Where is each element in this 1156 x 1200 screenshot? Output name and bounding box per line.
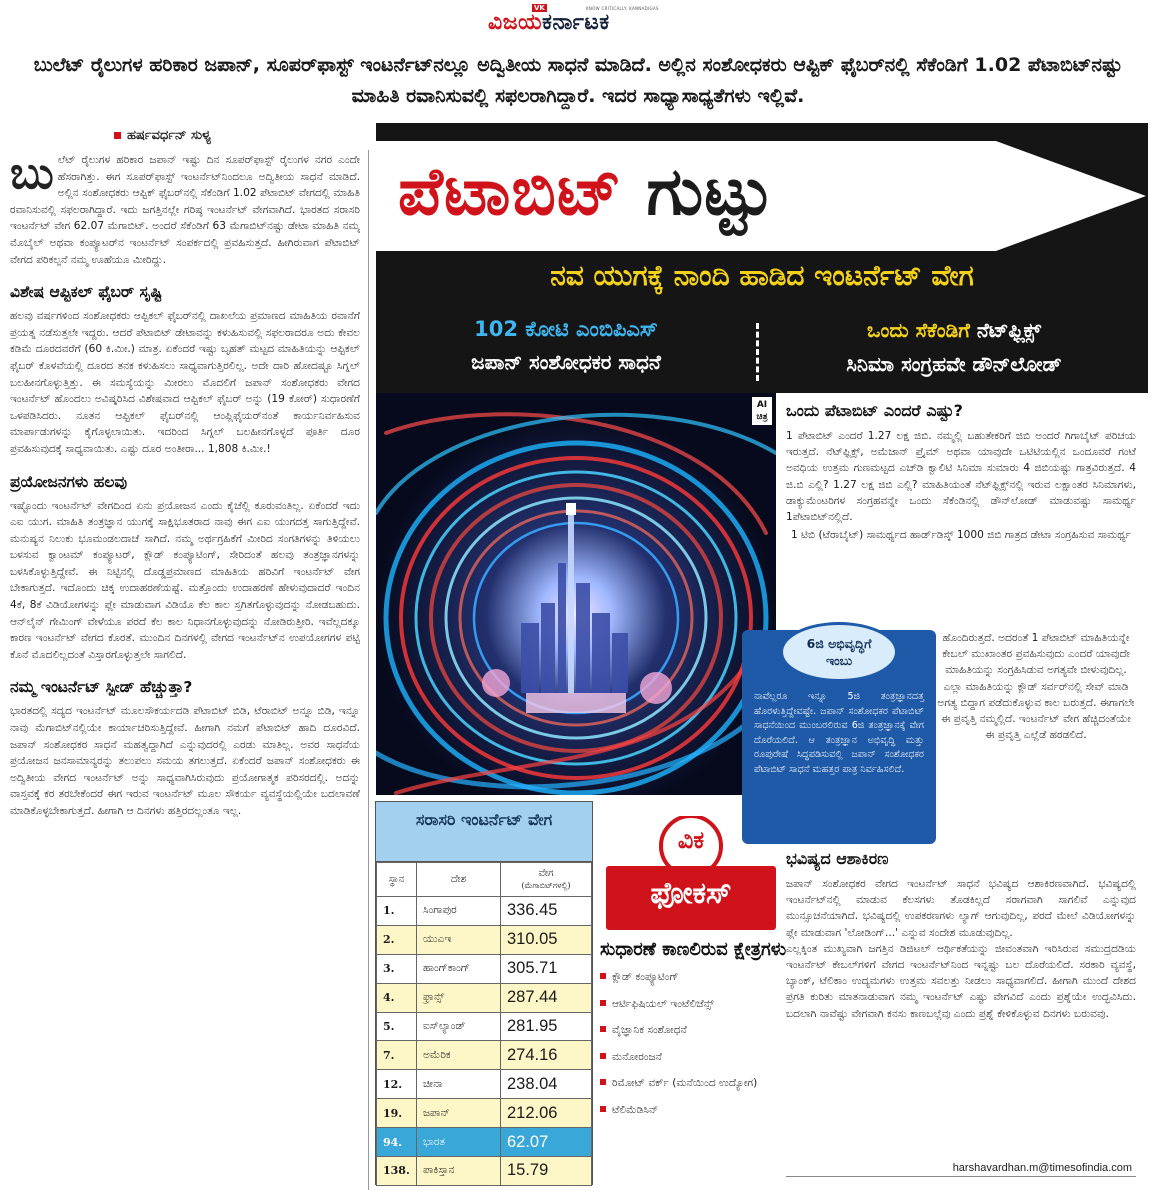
table-cell-rank: 5. <box>377 1012 417 1041</box>
petabit-definition-heading: ಒಂದು ಪೆಟಾಬಿಟ್ ಎಂದರೆ ಎಷ್ಟು? <box>786 401 963 420</box>
table-cell-country: ಜಪಾನ್ <box>417 1099 501 1128</box>
bullet-icon <box>114 132 121 139</box>
stat-left-value: 102 ಕೋಟಿ ಎಂಬಿಪಿಎಸ್ <box>474 317 658 341</box>
list-item: ಕ್ಲೌಡ್ ಕಂಪ್ಯೂಟಿಂಗ್ <box>600 970 790 984</box>
table-cell-country: ಯುಎಇ <box>417 925 501 954</box>
table-row <box>377 1070 592 1099</box>
improvement-areas-list <box>600 970 790 1117</box>
table-cell-speed: 310.05 <box>501 925 592 954</box>
list-item: ಆರ್ಟಿಫಿಷಿಯಲ್ ಇಂಟೆಲಿಜೆನ್ಸ್ <box>600 997 790 1011</box>
col-country-header: ದೇಶ <box>417 863 501 897</box>
headline-title-dark: ಗುಟ್ಟು <box>646 153 774 230</box>
6g-infobox-heading: 6ಜಿ ಅಭಿವೃದ್ಧಿಗೆ ಇಂಬು <box>780 622 898 682</box>
table-row <box>377 983 592 1012</box>
stat-right-line2: ಸಿನಿಮಾ ಸಂಗ್ರಹವೇ ಡೌನ್‌ಲೋಡ್ <box>846 352 1062 376</box>
table-cell-rank: 7. <box>377 1041 417 1070</box>
petabit-definition-para: 1 ಪೆಟಾಬಿಟ್ ಎಂದರೆ 1.27 ಲಕ್ಷ ಜಿಬಿ. ನಮ್ಮಲ್ಲಿ ಬಹುತೇಕರಿಗೆ ಜಿಬಿ ಅಂದರೆ ಗಿಗಾಬೈಟ್ ಪರಿಚಯ ಇರುತ್ತದೆ. ನೆಟ್‌ಫ್ಲಿಕ್ಸ್, ಅಮೆಜಾನ್ ಪ್ರೈಮ್ ಅಥವಾ ಯಾವುದೇ ಒಟಿಟಿಯಲ್ಲಿನ ಒಂದೂವರೆ ಗಂಟೆ ಅವಧಿಯ ಉತ್ತಮ ಗುಣಮಟ್ಟದ ಎಚ್‌ಡಿ ಕ್ವಾಲಿಟಿ ಸಿನಿಮಾ ಸುಮಾರು 4 ಜಿಬಿಯಷ್ಟು ಗಾತ್ರವಿರುತ್ತದೆ. 4 ಜಿ.ಬಿ ಎಲ್ಲಿ? 1.27 ಲಕ್ಷ ಜಿಬಿ ಎಲ್ಲಿ? ಮಾಹಿತಿಯಂತೆ ನೆಟ್‌ಫ್ಲಿಕ್ಸ್‌ನಲ್ಲಿ ಇರುವ ಲಕ್ಷಾಂತರ ಸಿನಿಮಾಗಳು, ಡಾಕ್ಯುಮೆಂಟರಿಗಳ ಸಂಗ್ರಹವನ್ನೇ ಒಂದು ಸೆಕೆಂಡಿನಲ್ಲಿ ಡೌನ್‌ಲೋಡ್ ಮಾಡುವಷ್ಟು ಸಾಮರ್ಥ್ಯ 1ಪೆಟಾಬಿಟ್‌ನಲ್ಲಿದೆ. <box>786 430 1136 524</box>
table-cell-rank: 138. <box>377 1157 417 1186</box>
speed-table-grid <box>376 862 592 1186</box>
stat-divider <box>756 323 759 381</box>
subheading-benefits: ಪ್ರಯೋಜನಗಳು ಹಲವು <box>10 472 127 491</box>
table-cell-rank: 12. <box>377 1070 417 1099</box>
stat-right <box>760 313 1148 381</box>
table-row <box>377 1012 592 1041</box>
byline <box>114 128 211 143</box>
table-cell-country: ಸಿಂಗಾಪುರ <box>417 897 501 926</box>
col-speed-header: ವೇಗ (ಮೆಗಾಬಿಟ್‌ಗಳಲ್ಲಿ) <box>501 863 592 897</box>
list-item: ವೈಜ್ಞಾನಿಕ ಸಂಶೋಧನೆ <box>600 1023 790 1037</box>
future-heading: ಭವಿಷ್ಯದ ಆಶಾಕಿರಣ <box>786 849 889 868</box>
subheading-optical-fiber: ವಿಶೇಷ ಆಪ್ಟಿಕಲ್ ಫೈಬರ್ ಸೃಷ್ಟಿ <box>10 283 163 302</box>
masthead <box>0 0 1156 48</box>
improvement-areas <box>600 938 790 1186</box>
footer-rule <box>786 1176 1136 1177</box>
headline-panel <box>376 123 1148 393</box>
table-cell-speed: 238.04 <box>501 1070 592 1099</box>
table-row <box>377 954 592 983</box>
ai-image-badge: AI ಚಿತ್ರ <box>752 397 772 425</box>
table-row <box>377 1099 592 1128</box>
vk-focus-badge-line1: ವಿಕ <box>677 826 705 854</box>
list-item: ರಿಮೋಟ್ ವರ್ಕ್ (ಮನೆಯಿಂದ ಉದ್ಯೋಗ) <box>600 1076 790 1090</box>
vortex-graphic <box>376 393 776 795</box>
table-row <box>377 1157 592 1186</box>
future-para-2: ಎಲ್ಲಕ್ಕಿಂತ ಮುಖ್ಯವಾಗಿ ಜಗತ್ತಿನ ಡಿಜಿಟಲ್ ಆರ್ಥಿಕತೆಯನ್ನು ಜೀವಂತವಾಗಿ ಇರಿಸಿರುವ ಸಮುದ್ರದಡಿಯ ಇಂಟರ್ನೆಟ್ ಕೇಬಲ್‌ಗಳಿಗೆ ವೇಗದ ಇಂಟರ್ನೆಟ್‌ನಿಂದ ಇನ್ನಷ್ಟು ಬಲ ದೊರೆಯಲಿದೆ. ಸರಕಾರಿ ವ್ಯವಸ್ಥೆ, ಬ್ಯಾಂಕ್, ಟೆಲಿಕಾಂ ಉದ್ಯಮಗಳು ಉತ್ತಮ ಸವಲತ್ತು ನೀಡಲು ಸಾಧ್ಯವಾಗಲಿದೆ. ಹೀಗಾಗಿ ಮುಂದೆ ದೇಶದ ಪ್ರಗತಿ ಕುರಿತು ಮಾತನಾಡುವಾಗ ನಮ್ಮ ಇಂಟರ್ನೆಟ್ ಎಷ್ಟು ವೇಗವಿದೆ ಎಂದು ಪ್ರಶ್ನೆಯೇ ಉದ್ಭವಿಸಿದು. ಬದಲಾಗಿ ನಾವೆಷ್ಟು ವೇಗವಾಗಿ ಕನಸು ಕಾಣಬಲ್ಲೆವು ಎಂದು ಪ್ರಶ್ನೆ ಕೇಳಿಕೊಳ್ಳುವ ದಿನಗಳು ಬರುವವು. <box>786 942 1136 1020</box>
table-cell-rank: 3. <box>377 954 417 983</box>
table-cell-country: ಚೀನಾ <box>417 1070 501 1099</box>
table-cell-speed: 305.71 <box>501 954 592 983</box>
stat-left-caption: ಜಪಾನ್ ಸಂಶೋಧಕರ ಸಾಧನೆ <box>471 350 661 374</box>
average-speed-table <box>375 801 593 1185</box>
vk-badge: VK <box>534 4 545 12</box>
headline-title-red: ಪೆಟಾಬಿಟ್ <box>398 153 623 230</box>
improvement-areas-heading: ಸುಧಾರಣೆ ಕಾಣಲಿರುವ ಕ್ಷೇತ್ರಗಳು <box>600 939 787 960</box>
author-name: ಹರ್ಷವರ್ಧನ್ ಸುಳ್ಯ <box>127 128 211 143</box>
table-cell-country: ಅಮೆರಿಕ <box>417 1041 501 1070</box>
article-para-2: ಹಲವು ವರ್ಷಗಳಿಂದ ಸಂಶೋಧಕರು ಆಪ್ಟಿಕಲ್ ಫೈಬರ್‌ನಲ್ಲಿ ದಾಖಲೆಯ ಪ್ರಮಾಣದ ಮಾಹಿತಿಯ ರವಾನೆಗೆ ಪ್ರಯತ್ನ ನಡೆಸುತ್ತಲೇ ಇದ್ದರು. ಆದರೆ ಪೆಟಾಬಿಟ್ ಡೇಟಾವನ್ನು ಕಳುಹಿಸುವಲ್ಲಿ ಸಫಲರಾದರೂ ಅದು ಕೇವಲ ಕಡಿಮೆ ದೂರದವರೆಗೆ (60 ಕಿ.ಮೀ.) ಮಾತ್ರ. ಏಕೆಂದರೆ ಇಷ್ಟು ಬೃಹತ್ ಮಟ್ಟದ ಮಾಹಿತಿಯನ್ನು ಆಪ್ಟಿಕಲ್ ಫೈಬರ್ ಕೊಳವೆಯಲ್ಲಿ ದೂರದ ತನಕ ಕಳುಹಿಸಲು ಸಾಧ್ಯವಾಗುತ್ತಿರಲಿಲ್ಲ. ಅದೇ ದಾರಿ ಹೋದಷ್ಟೂ ಸಿಗ್ನಲ್ ಬಲಹೀನಗೊಳ್ಳುತ್ತಿತ್ತು. ಈ ಸಮಸ್ಯೆಯನ್ನು ಮೀರಲು ಮೊದಲಿಗೆ ಜಪಾನ್ ಸಂಶೋಧಕರು ವೇಗದ ಇಂಟರ್ನೆಟ್ ಹೊಂದಲು ಅವಿಷ್ಕರಿಸಿದ ವಿಶೇಷವಾದ ಆಪ್ಟಿಕಲ್ ಫೈಬರ್ ಅನ್ನು (19 ಕೋರ್) ಸುಧಾರಣೆಗೆ ಒಳಪಡಿಸಿದರು. ನೂತನ ಆಪ್ಟಿಕಲ್ ಫೈಬರ್‌ನಲ್ಲಿ ಆಂಪ್ಲಿಫೈಯರ್‌ನಂತೆ ಕಾರ್ಯನಿರ್ವಹಿಸುವ ಮಾರ್ಪಾಡುಗಳನ್ನು ಕೈಗೊಳ್ಳಲಾಯಿತು. ಇದರಿಂದ ಸಿಗ್ನಲ್ ಬಲಹೀನಗೊಳ್ಳದೆ ಪೂರ್ತಿ ದೂರ ಪ್ರವಹಿಸುವುದಕ್ಕೆ ಸಾಧ್ಯವಾಯಿತು. ಎಷ್ಟು ದೂರ ಅಂತೀರಾ... 1,808 ಕಿ.ಮೀ.! <box>10 310 360 455</box>
table-row <box>377 897 592 926</box>
article-para-1: ಬುಲೆಟ್ ರೈಲುಗಳ ಹರಿಕಾರ ಜಪಾನ್ ಇಷ್ಟು ದಿನ ಸೂಪರ್‌ಫಾಸ್ಟ್ ರೈಲುಗಳ ನಗರ ಎಂದೇ ಹೆಸರಾಗಿತ್ತು. ಈಗ ಸೂಪರ್‌ಫಾಸ್ಟ್ ಇಂಟರ್ನೆಟ್‌ನಿಂದಲೂ ಅದ್ವಿತೀಯ ಸಾಧನೆ ಮಾಡಿದೆ. ಅಲ್ಲಿನ ಸಂಶೋಧಕರು ಆಪ್ಟಿಕ್ ಫೈಬರ್‌ನಲ್ಲಿ ಸೆಕೆಂಡಿಗೆ 1.02 ಪೆಟಾಬಿಟ್ ವೇಗದಲ್ಲಿ ಮಾಹಿತಿ ರವಾನಿಸುವಲ್ಲಿ ಸಫಲರಾಗಿದ್ದಾರೆ. ಇದು ಜಗತ್ತಿನಲ್ಲೇ ಗರಿಷ್ಠ ಇಂಟರ್ನೆಟ್ ವೇಗವಾಗಿದೆ. ಭಾರತದ ಸರಾಸರಿ ಇಂಟರ್ನೆಟ್ ವೇಗ 62.07 ಮೆಗಾಬಿಟ್. ಅಂದರೆ ಸೆಕೆಂಡಿಗೆ 63 ಮೆಗಾಬಿಟ್‌ನಷ್ಟು ಡೇಟಾ ಮಾಹಿತಿ ನಮ್ಮ ಮೊಬೈಲ್ ಅಥವಾ ಕಂಪ್ಯೂಟರ್‌ನ ಇಂಟರ್ನೆಟ್ ಸಂಪರ್ಕದಲ್ಲಿ ಪ್ರವಹಿಸುತ್ತದೆ. ಹೀಗಿರುವಾಗ ಪೆಟಾಬಿಟ್ ವೇಗದ ಪರಿಕಲ್ಪನೆ ನಮ್ಮ ಊಹೆಯೂ ಮೀರಿದ್ದು. <box>10 152 360 266</box>
table-cell-rank: 1. <box>377 897 417 926</box>
vk-focus-badge <box>602 816 780 936</box>
right-column-narrow: ಹೊಂದಿರುತ್ತದೆ. ಅದರಂತೆ 1 ಪೆಟಾಬಿಟ್ ಮಾಹಿತಿಯನ್ನೇ ಕೇಬಲ್ ಮುಖಾಂತರ ಪ್ರವಹಿಸುವುದು ಎಂದರೆ ಯಾವುದೇ ಮಾಹಿತಿಯನ್ನು ಸಂಗ್ರಹಿಸಿಡುವ ಅಗತ್ಯವೇ ಬೀಳುವುದಿಲ್ಲ. ಎಲ್ಲಾ ಮಾಹಿತಿಯನ್ನು ಕ್ಲೌಡ್ ಸರ್ವರ್‌ನಲ್ಲಿ ಸೇವ್ ಮಾಡಿ ಅಗತ್ಯ ಬಿದ್ದಾಗ ಪಡೆದುಕೊಳ್ಳುವ ಕಾಲ ಬರುತ್ತದೆ. ಈಗಾಗಲೇ ಈ ಪ್ರವೃತ್ತಿ ನಮ್ಮಲ್ಲಿದೆ. ಇಂಟರ್ನೆಟ್ ವೇಗ ಹೆಚ್ಚಿದಂತೆಯೇ ಈ ಪ್ರವೃತ್ತಿ ಎಲ್ಲೆಡೆ ಹರಡಲಿದೆ. <box>937 632 1135 742</box>
table-cell-country: ಭಾರತ <box>417 1128 501 1157</box>
list-item: ಮನೋರಂಜನೆ <box>600 1050 790 1064</box>
table-cell-country: ಐಸ್‌ಲ್ಯಾಂಡ್ <box>417 1012 501 1041</box>
table-cell-rank: 2. <box>377 925 417 954</box>
intro-summary: ಬುಲೆಟ್ ರೈಲುಗಳ ಹರಿಕಾರ ಜಪಾನ್, ಸೂಪರ್‌ಫಾಸ್ಟ್ ಇಂಟರ್ನೆಟ್‌ನಲ್ಲೂ ಅದ್ವಿತೀಯ ಸಾಧನೆ ಮಾಡಿದೆ. ಅಲ್ಲಿನ ಸಂಶೋಧಕರು ಆಪ್ಟಿಕ್ ಫೈಬರ್‌ನಲ್ಲಿ ಸೆಕೆಂಡಿಗೆ 1.02 ಪೆಟಾಬಿಟ್‌ನಷ್ಟು ಮಾಹಿತಿ ರವಾನಿಸುವಲ್ಲಿ ಸಫಲರಾಗಿದ್ದಾರೆ. ಇದರ ಸಾಧ್ಯಾಸಾಧ್ಯತೆಗಳು ಇಲ್ಲಿವೆ. <box>33 54 1123 107</box>
table-cell-speed: 274.16 <box>501 1041 592 1070</box>
list-item: ಟೆಲಿಮೆಡಿಸಿನ್ <box>600 1103 790 1117</box>
terabyte-para: 1 ಟಿಬಿ (ಟೆರಾಬೈಟ್) ಸಾಮರ್ಥ್ಯದ ಹಾರ್ಡ್‌ಡಿಸ್ಕ್ 1000 ಜಿಬಿ ಗಾತ್ರದ ಡೇಟಾ ಸಂಗ್ರಹಿಸುವ ಸಾಮರ್ಥ್ಯ <box>790 529 1132 542</box>
table-cell-speed: 15.79 <box>501 1157 592 1186</box>
left-column <box>10 152 360 1187</box>
table-cell-country: ಫ್ರಾನ್ಸ್ <box>417 983 501 1012</box>
table-cell-speed: 212.06 <box>501 1099 592 1128</box>
article-para-3: ಇಷ್ಟೊಂದು ಇಂಟರ್ನೆಟ್ ವೇಗದಿಂದ ಏನು ಪ್ರಯೋಜನ ಎಂದು ಕೈಚೆಲ್ಲಿ ಕೂರುವಂತಿಲ್ಲ. ಏಕೆಂದರೆ ಇದು ಎಐ ಯುಗ. ಮಾಹಿತಿ ತಂತ್ರಜ್ಞಾನ ಯುಗಕ್ಕೆ ಸಾಕ್ಷಿಭೂತರಾದ ನಾವು ಈಗ ಎಐ ಯುಗದತ್ತ ಸಾಗುತ್ತಿದ್ದೇವೆ. ಮನುಷ್ಯನ ನಿಲುಕು ಭೂಮಂಡಲದಾಚೆ ಸಾಗಿದೆ. ನಮ್ಮ ಅರ್ಥಗ್ರಹಿಕೆಗೆ ಮೀರಿದ ಸಂಗತಿಗಳನ್ನು ತಿಳಿಯಲು ಬಳಸುವ ಕ್ವಾಂಟಮ್ ಕಂಪ್ಯೂಟರ್, ಕ್ಲೌಡ್ ಕಂಪ್ಯೂಟಿಂಗ್, ಸೇರಿದಂತೆ ಹಲವು ತಂತ್ರಜ್ಞಾನಗಳನ್ನು ಬಳಸಿಕೊಳ್ಳುತ್ತಿದ್ದೇವೆ. ಈ ನಿಟ್ಟಿನಲ್ಲಿ ದೊಡ್ಡಪ್ರಮಾಣದ ಮಾಹಿತಿಯ ಹರಿವಿಗೆ ಇಂಟರ್ನೆಟ್ ವೇಗ ಬೇಕಾಗುತ್ತದೆ. ಇದೊಂದು ಚಿಕ್ಕ ಉದಾಹರಣೆಯಷ್ಟೆ. ಮತ್ತೊಂದು ಉದಾಹರಣೆ ಹೇಳುವುದಾದರೆ ಇಂದಿನ 4ಕೆ, 8ಕೆ ವಿಡಿಯೋಗಳನ್ನು ಪ್ಲೇ ಮಾಡುವಾಗ ವಿಡಿಯೊ ಕೆಲ ಕಾಲ ಸ್ತಗಿತಗೊಳ್ಳುವುದನ್ನು ನೋಡಬಹುದು. ಆನ್‌ಲೈನ್ ಗೇಮಿಂಗ್ ವೇಳೆಯೂ ಪರದೆ ಕೆಲ ಕಾಲ ನಿಧಾನಗೊಳ್ಳುವುದನ್ನು ನೋಡಿರುತ್ತೀರಿ. ಇವೆಲ್ಲದಕ್ಕೂ ಕಾರಣ ಇಂಟರ್ನೆಟ್ ವೇಗದ ಕೊರತೆ. ಮುಂದಿನ ದಿನಗಳಲ್ಲಿ ವೇಗದ ಇಂಟರ್ನೆಟ್‌ನ ಉಪಯೋಗಗಳ ಪಟ್ಟಿ ಕೊನೆ ಮೊದಲಿಲ್ಲದಂತೆ ವಿಸ್ತಾರಗೊಳ್ಳುತ್ತಲೇ ಸಾಗಲಿದೆ. <box>10 499 360 661</box>
table-cell-speed: 62.07 <box>501 1128 592 1157</box>
newspaper-logo: ವಿಜಯಕರ್ನಾಟಕ <box>488 10 610 35</box>
headline-title <box>398 147 774 237</box>
table-cell-country: ಪಾಕಿಸ್ತಾನ <box>417 1157 501 1186</box>
dropcap: ಬು <box>10 152 54 199</box>
subheading-our-speed: ನಮ್ಮ ಇಂಟರ್ನೆಟ್ ಸ್ಪೀಡ್ ಹೆಚ್ಚುತ್ತಾ? <box>10 678 193 697</box>
table-cell-speed: 287.44 <box>501 983 592 1012</box>
table-cell-country: ಹಾಂಗ್‌ಕಾಂಗ್ <box>417 954 501 983</box>
table-row <box>377 925 592 954</box>
stat-right-line1: ಒಂದು ಸೆಕೆಂಡಿಗೆ ನೆಟ್‌ಫ್ಲಿಕ್ಸ್ <box>867 318 1041 342</box>
headline-banner-tip <box>996 141 1146 251</box>
table-cell-speed: 336.45 <box>501 897 592 926</box>
stat-left <box>376 313 756 379</box>
vk-focus-badge-line2: ಫೋಕಸ್ <box>650 876 732 911</box>
table-cell-speed: 281.95 <box>501 1012 592 1041</box>
masthead-tagline: KNOW CRITICALLY. KANNADIGAS <box>586 6 659 11</box>
table-cell-rank: 94. <box>377 1128 417 1157</box>
headline-subtitle: ನವ ಯುಗಕ್ಕೆ ನಾಂದಿ ಹಾಡಿದ ಇಂಟರ್ನೆಟ್ ವೇಗ <box>550 259 974 292</box>
table-cell-rank: 19. <box>377 1099 417 1128</box>
6g-infobox-text: ನಾವೆಲ್ಲರೂ ಇನ್ನೂ 5ಜಿ ತಂತ್ರಜ್ಞಾನದತ್ತ ಹೊರಳುತ್ತಿದ್ದೇವಷ್ಟೇ. ಜಪಾನ್ ಸಂಶೋಧಕರ ಪೆಟಾಬಿಟ್ ಸಾಧನೆಯಿಂದ ಮುಂಬರಲಿರುವ 6ಜಿ ತಂತ್ರಜ್ಞಾನಕ್ಕೆ ವೇಗ ದೊರೆಯಲಿದೆ. ಆ ತಂತ್ರಜ್ಞಾನ ಅಭಿವೃದ್ಧಿ ಮತ್ತು ರೂಪುರೇಷೆ ಸಿದ್ಧಪಡಿಸುವಲ್ಲಿ ಜಪಾನ್ ಸಂಶೋಧಕರ ಪೆಟಾಬಿಟ್ ಸಾಧನೆ ಮಹತ್ತರ ಪಾತ್ರ ನಿರ್ವಹಿಸಲಿದೆ. <box>754 691 924 775</box>
speed-table-title: ಸರಾಸರಿ ಇಂಟರ್ನೆಟ್ ವೇಗ <box>376 802 592 862</box>
article-para-4: ಭಾರತದಲ್ಲಿ ಸದ್ಯದ ಇಂಟರ್ನೆಟ್ ಮೂಲಸೌಕರ್ಯದಡಿ ಪೆಟಾಬಿಟ್ ಬಿಡಿ, ಟೆರಾಬಿಟ್ ಅನ್ನೂ ಬಿಡಿ, ಇನ್ನೂ ನಾವು ಮೆಗಾಬಿಟ್‌ನಲ್ಲಿಯೇ ಕಾರ್ಯಾಚರಿಸುತ್ತಿದ್ದೇವೆ. ಹೀಗಾಗಿ ನಮಗೆ ಪೆಟಾಬಿಟ್ ಹಾದಿ ದೂರವಿದೆ. ಜಪಾನ್ ಸಂಶೋಧಕರ ಸಾಧನೆ ಮಹತ್ವದ್ದಾಗಿದೆ ಎನ್ನುವುದರಲ್ಲಿ ಎರಡು ಮಾತಿಲ್ಲ. ಅವರ ಸಾಧನೆಯ ಪ್ರಯೋಜನ ಜನಸಾಮಾನ್ಯರನ್ನು ತಲುಪಲು ಸಮಯ ತಗಲುತ್ತದೆ. ಏಕೆಂದರೆ ಜಪಾನ್ ಸಂಶೋಧಕರು ಈ ಅದ್ವಿತೀಯ ವೇಗದ ಇಂಟರ್ನೆಟ್ ಅನ್ನು ಸಾಧ್ಯವಾಗಿಸಿರುವುದು ಪ್ರಯೋಗಾತ್ಮಕ ಪರಿಸರದಲ್ಲಿ. ಅದನ್ನು ವಾಸ್ತವಕ್ಕೆ ಕರ ತರಬೇಕೆಂದರೆ ಈಗ ಇರುವ ಇಂಟರ್ನೆಟ್ ಮೂಲ ಸೌಕರ್ಯ ವ್ಯವಸ್ಥೆಯಲ್ಲಿಯೇ ಬದಲಾವಣೆ ಮಾಡಿಕೊಳ್ಳಬೇಕಾಗುತ್ತದೆ. ಹೀಗಾಗಿ ಆ ದಿನಗಳು ಹತ್ತಿರದಲ್ಲಂತೂ ಇಲ್ಲ. <box>10 705 360 817</box>
author-email: harshavardhan.m@timesofindia.com <box>952 1162 1132 1174</box>
fiber-vortex-illustration <box>376 393 776 795</box>
column-divider <box>368 150 369 1190</box>
future-section <box>786 848 1136 1163</box>
table-cell-rank: 4. <box>377 983 417 1012</box>
future-para-1: ಜಪಾನ್ ಸಂಶೋಧಕರ ವೇಗದ ಇಂಟರ್ನೆಟ್ ಸಾಧನೆ ಭವಿಷ್ಯದ ಆಶಾಕಿರಣವಾಗಿದೆ. ಭವಿಷ್ಯದಲ್ಲಿ ಇಂಟರ್ನೆಟ್‌ನಲ್ಲಿ ಮಾಡುವ ಕೆಲಸಗಳು ತೊಡಕಿಲ್ಲದೆ ಸರಾಗವಾಗಿ ಸಾಗಲಿವೆ ಎನ್ನುವುದ ಮುನ್ಸೂಚನೆಯಾಗಿದೆ. ಭವಿಷ್ಯದಲ್ಲಿ ಉಪಕರಣಗಳು ಲ್ಯಾಗ್ ಆಗುವುದಿಲ್ಲ, ಪರದೆ ಮೇಲೆ ವಿಡಿಯೋಗಳನ್ನು ಪ್ಲೇ ಮಾಡುವಾಗ 'ಲೋಡಿಂಗ್...' ಎನ್ನುವ ಸಂದೇಶ ಮೂಡುವುದಿಲ್ಲ. <box>786 878 1136 939</box>
table-row <box>377 1128 592 1157</box>
table-row <box>377 1041 592 1070</box>
col-rank-header: ಸ್ಥಾನ <box>377 863 417 897</box>
